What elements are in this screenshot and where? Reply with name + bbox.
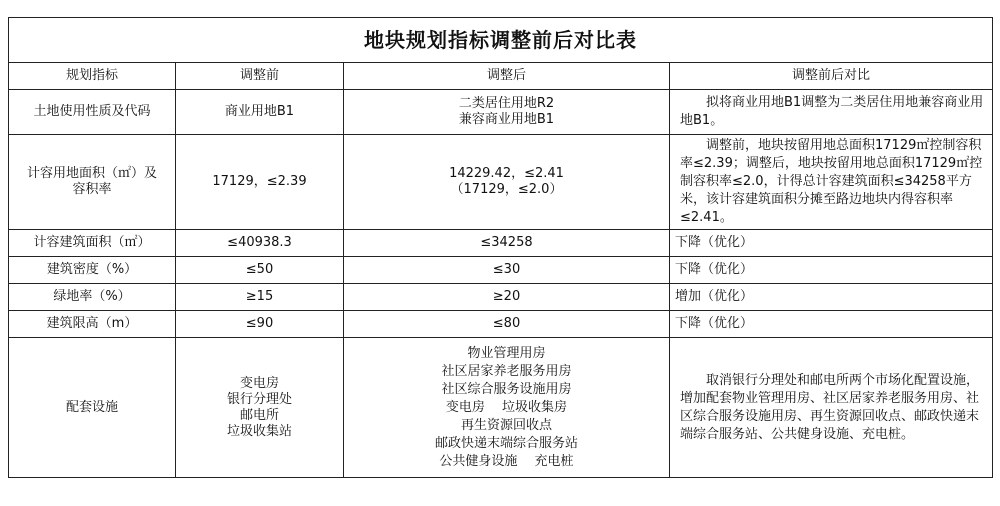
comparison-cell: 增加（优化）	[670, 284, 993, 311]
cell-line: 兼容商业用地B1	[458, 112, 555, 127]
after-cell	[344, 90, 670, 135]
table-title: 地块规划指标调整前后对比表	[9, 18, 993, 63]
after-cell: ≤34258	[344, 230, 670, 257]
indicator-cell: 绿地率（%）	[9, 284, 176, 311]
indicator-cell: 计容建筑面积（㎡）	[9, 230, 176, 257]
table-row	[9, 311, 993, 338]
cell-line: 垃圾收集站	[226, 423, 292, 439]
cell-line: 社区综合服务设施用房	[441, 381, 572, 397]
after-cell: ≥20	[344, 284, 670, 311]
before-cell: ≤90	[176, 311, 344, 338]
before-cell	[176, 338, 344, 478]
comparison-cell: 取消银行分理处和邮电所两个市场化配置设施，增加配套物业管理用房、社区居家养老服务用房、社区综合服务设施用房、再生资源回收点、邮政快递末端综合服务站、公共健身设施、充电桩。	[670, 338, 993, 478]
before-cell: ≤50	[176, 257, 344, 284]
indicator-cell	[9, 90, 176, 135]
table-row	[9, 90, 993, 135]
table-row	[9, 230, 993, 257]
cell-line: （17129，≤2.0）	[450, 182, 563, 197]
cell-line: 二类居住用地R2	[458, 96, 555, 111]
table-row	[9, 284, 993, 311]
indicator-cell: 配套设施	[9, 338, 176, 478]
before-cell	[176, 135, 344, 230]
cell-line: 邮电所	[239, 407, 279, 423]
cell-line: 变电房 垃圾收集房	[445, 399, 568, 415]
comparison-cell: 下降（优化）	[670, 311, 993, 338]
before-cell: ≤40938.3	[176, 230, 344, 257]
indicator-cell: 建筑密度（%）	[9, 257, 176, 284]
before-cell: ≥15	[176, 284, 344, 311]
cell-line: 土地使用性质及代码	[33, 104, 151, 119]
cell-line: 17129，≤2.39	[212, 174, 307, 189]
before-cell	[176, 90, 344, 135]
comparison-cell: 下降（优化）	[670, 257, 993, 284]
cell-line: 公共健身设施 充电桩	[439, 453, 574, 469]
cell-line: 银行分理处	[226, 391, 292, 407]
header-indicator: 规划指标	[9, 63, 176, 90]
after-cell: ≤80	[344, 311, 670, 338]
header-row	[9, 63, 993, 90]
cell-line: 商业用地B1	[224, 104, 295, 119]
cell-line: 计容用地面积（㎡）及	[26, 166, 157, 181]
after-cell	[344, 135, 670, 230]
cell-line: 变电房	[239, 375, 279, 391]
comparison-cell: 拟将商业用地B1调整为二类居住用地兼容商业用地B1。	[670, 90, 993, 135]
comparison-cell: 下降（优化）	[670, 230, 993, 257]
indicator-cell: 建筑限高（m）	[9, 311, 176, 338]
after-cell	[344, 338, 670, 478]
indicator-cell	[9, 135, 176, 230]
cell-line: 社区居家养老服务用房	[441, 363, 572, 379]
after-cell: ≤30	[344, 257, 670, 284]
cell-line: 容积率	[72, 182, 112, 197]
comparison-table	[8, 17, 993, 478]
table-row	[9, 257, 993, 284]
table-row	[9, 338, 993, 478]
cell-line: 物业管理用房	[467, 345, 546, 361]
cell-line: 14229.42，≤2.41	[449, 166, 564, 181]
comparison-cell: 调整前，地块按留用地总面积17129㎡控制容积率≤2.39；调整后，地块按留用地总面积17129㎡控制容积率≤2.0，计得总计容建筑面积≤34258平方米，该计容建筑面积分摊至路边地块内得容积率≤2.41。	[670, 135, 993, 230]
cell-line: 再生资源回收点	[460, 417, 552, 433]
header-after: 调整后	[344, 63, 670, 90]
cell-line: 邮政快递末端综合服务站	[434, 435, 578, 451]
table-row	[9, 135, 993, 230]
header-before: 调整前	[176, 63, 344, 90]
header-comparison: 调整前后对比	[670, 63, 993, 90]
comparison-table-wrapper	[8, 17, 992, 478]
